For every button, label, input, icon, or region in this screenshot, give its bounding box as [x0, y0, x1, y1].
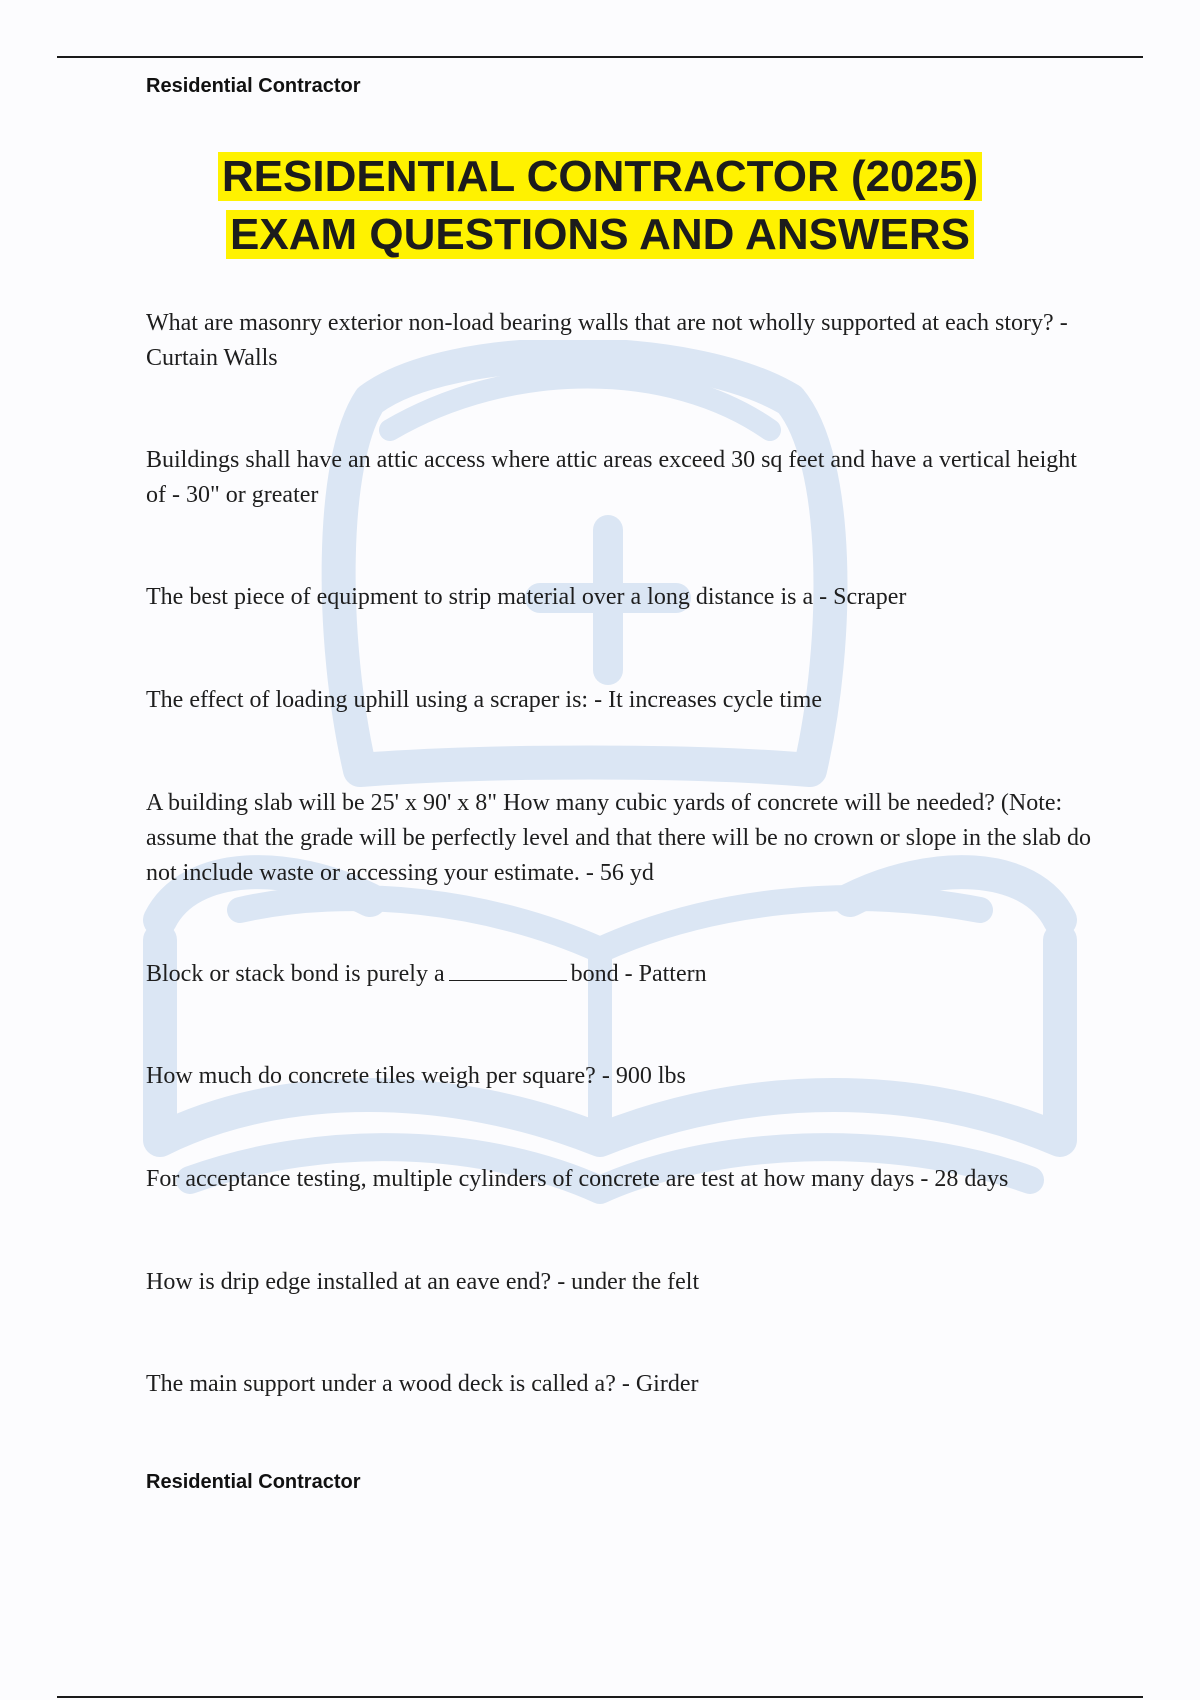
title-line-2: EXAM QUESTIONS AND ANSWERS [226, 210, 974, 259]
qa-item-text-after: bond - Pattern [570, 961, 707, 987]
title-line-1: RESIDENTIAL CONTRACTOR (2025) [218, 152, 982, 201]
qa-item: What are masonry exterior non-load bearing walls that are not wholly supported at each story? - Curtain Walls [146, 310, 1068, 371]
qa-item: How much do concrete tiles weigh per square? - 900 lbs [146, 1063, 686, 1089]
fill-in-blank [449, 958, 567, 981]
running-header: Residential Contractor [146, 75, 361, 97]
qa-item: The main support under a wood deck is called a? - Girder [146, 1371, 699, 1397]
qa-item: A building slab will be 25' x 90' x 8" How many cubic yards of concrete will be needed? (Note: assume that the grade will be perfectly level and that there will be no crown or slope in the slab do not include waste or accessing your estimate. - 56 yd [146, 790, 1092, 886]
qa-item-text-before: Block or stack bond is purely a [146, 961, 445, 987]
running-footer: Residential Contractor [146, 1471, 361, 1493]
qa-item: The best piece of equipment to strip material over a long distance is a - Scraper [146, 584, 907, 610]
qa-item: The effect of loading uphill using a scraper is: - It increases cycle time [146, 687, 822, 713]
document-title [0, 148, 1200, 264]
bottom-rule [57, 1696, 1143, 1698]
qa-item: Buildings shall have an attic access where attic areas exceed 30 sq feet and have a vertical height of - 30" or greater [146, 447, 1077, 508]
qa-item: How is drip edge installed at an eave end? - under the felt [146, 1269, 700, 1295]
qa-item: For acceptance testing, multiple cylinders of concrete are test at how many days - 28 days [146, 1166, 1009, 1192]
top-rule [57, 56, 1143, 58]
qa-item [146, 957, 1096, 992]
